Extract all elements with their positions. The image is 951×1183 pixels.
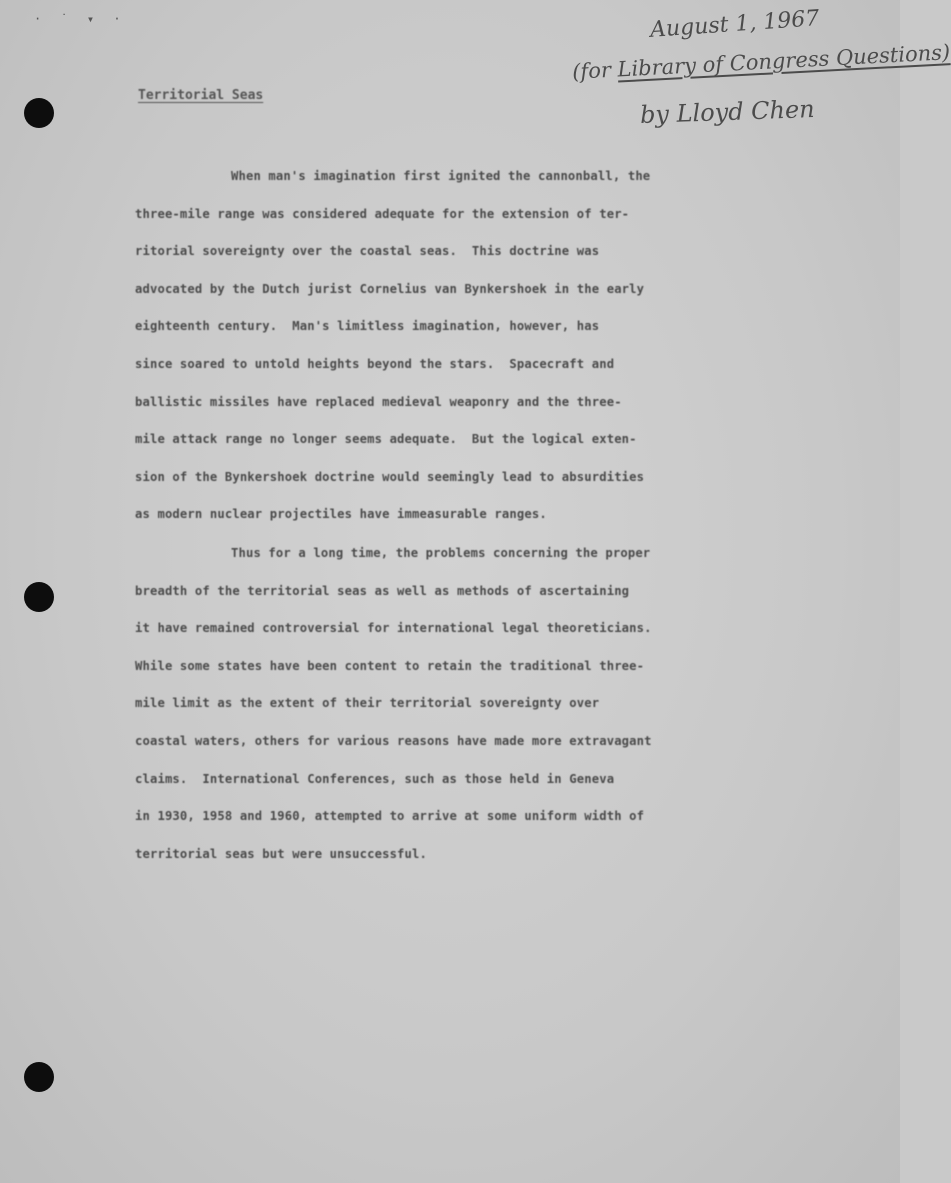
handwritten-note-recipient: Library of Congress Questions) xyxy=(616,40,951,82)
text-line: in 1930, 1958 and 1960, attempted to arrive at some uniform width of xyxy=(135,809,645,824)
punch-hole-top xyxy=(24,98,54,128)
text-line: While some states have been content to retain the traditional three- xyxy=(135,658,645,673)
text-line: breadth of the territorial seas as well as methods of ascertaining xyxy=(135,583,630,598)
text-line: coastal waters, others for various reasons have made more extravagant xyxy=(135,733,652,748)
text-line: it have remained controversial for international legal theoreticians. xyxy=(135,621,652,636)
text-line: sion of the Bynkershoek doctrine would seemingly lead to absurdities xyxy=(135,469,645,484)
text-line: territorial seas but were unsuccessful. xyxy=(135,846,428,861)
text-line: ritorial sovereignty over the coastal seas. This doctrine was xyxy=(135,244,600,259)
handwritten-author: by Lloyd Chen xyxy=(639,94,816,130)
text-line: as modern nuclear projectiles have immeasurable ranges. xyxy=(135,507,547,522)
text-line: claims. International Conferences, such as those held in Geneva xyxy=(135,771,615,786)
handwritten-date: August 1, 1967 xyxy=(649,6,821,43)
punch-hole-bottom xyxy=(24,1062,54,1092)
text-line: since soared to untold heights beyond the stars. Spacecraft and xyxy=(135,356,615,371)
text-line: mile limit as the extent of their territorial sovereignty over xyxy=(135,696,600,711)
text-line: advocated by the Dutch jurist Cornelius van Bynkershoek in the early xyxy=(135,281,645,296)
text-line: ballistic missiles have replaced medieval weaponry and the three- xyxy=(135,394,622,409)
text-line: eighteenth century. Man's limitless imagination, however, has xyxy=(135,319,600,334)
handwritten-note xyxy=(572,40,951,84)
handwritten-note-prefix: (for xyxy=(571,57,612,84)
paragraph-2 xyxy=(135,535,795,873)
paragraph-1 xyxy=(135,158,795,534)
text-line: Thus for a long time, the problems concerning the proper xyxy=(231,546,651,560)
text-line: mile attack range no longer seems adequate. But the logical exten- xyxy=(135,432,637,447)
margin-specks: · ˙ ▾ · xyxy=(34,12,127,26)
text-line: When man's imagination first ignited the cannonball, the xyxy=(231,169,651,183)
text-line: three-mile range was considered adequate for the extension of ter- xyxy=(135,206,630,221)
document-title: Territorial Seas xyxy=(138,88,264,103)
punch-hole-middle xyxy=(24,582,54,612)
